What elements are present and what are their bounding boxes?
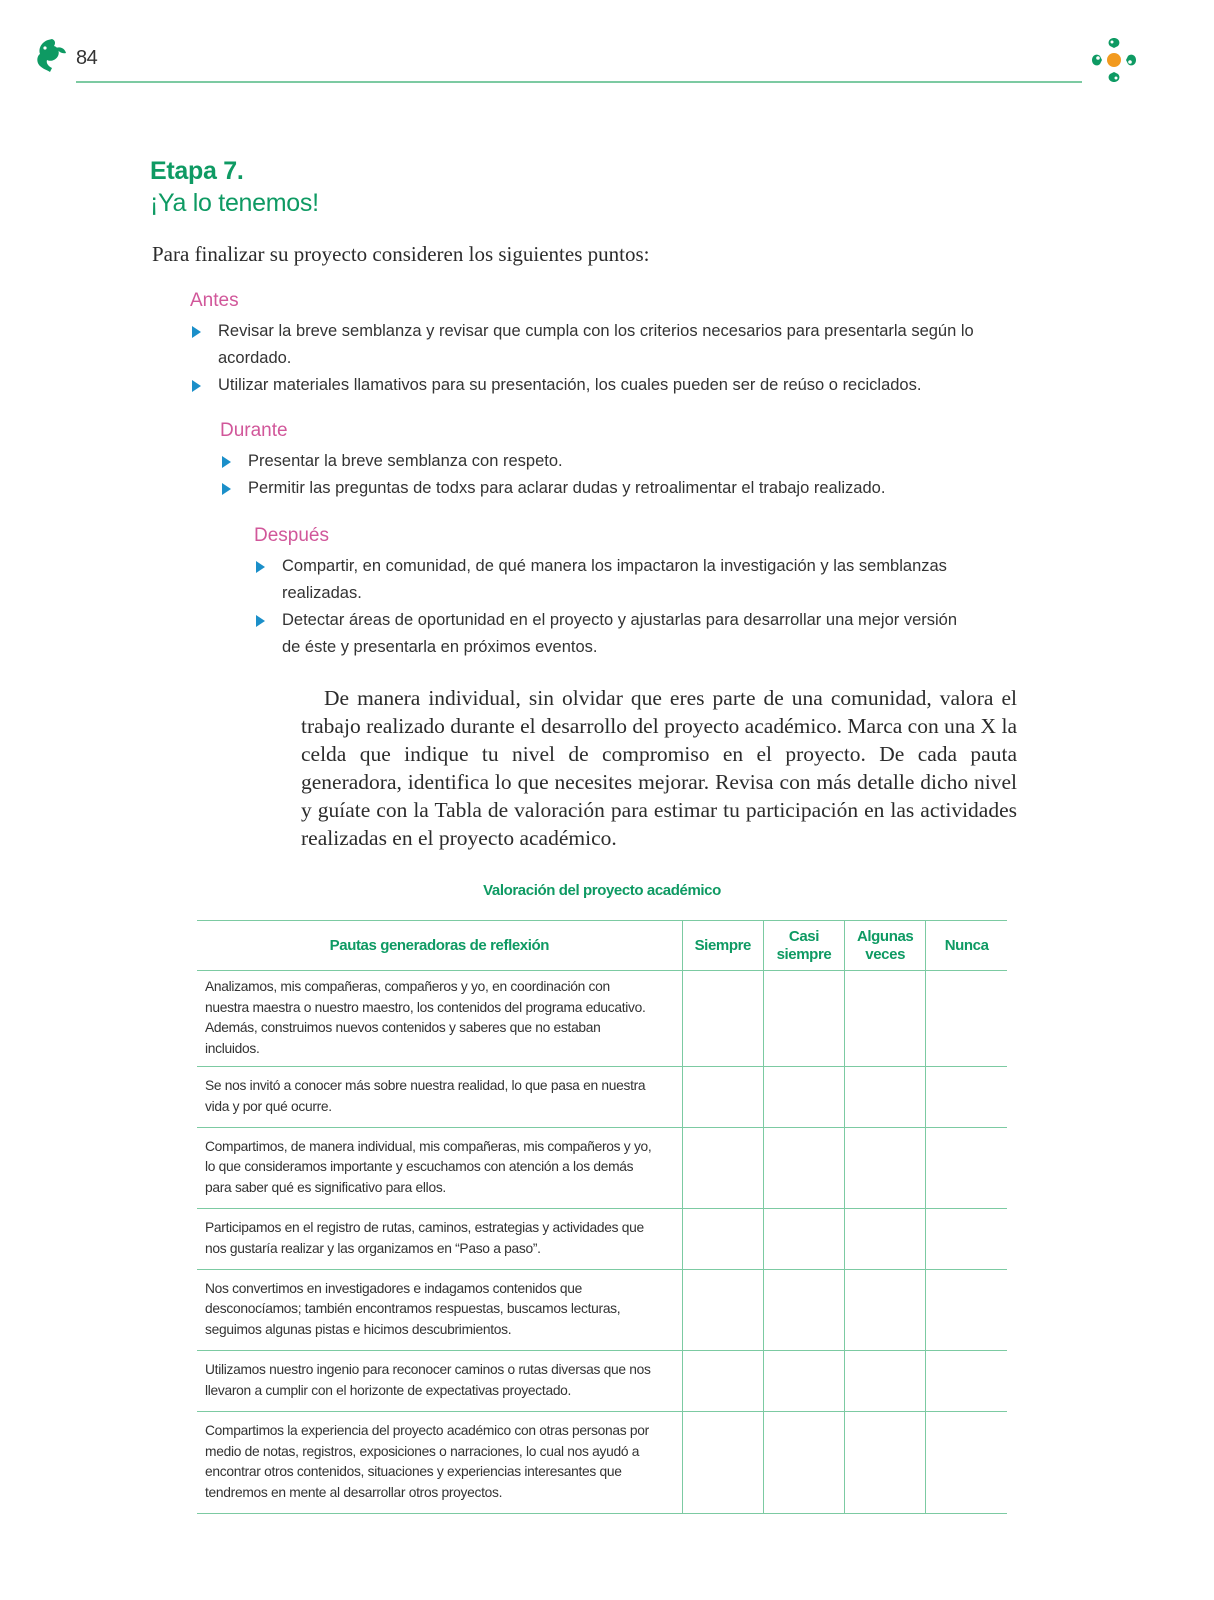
list-item-text: Presentar la breve semblanza con respeto. [248,452,563,470]
nunca-cell[interactable] [926,1350,1007,1411]
casi-siempre-cell[interactable] [763,1269,844,1350]
nunca-cell[interactable] [926,1127,1007,1208]
instructions-paragraph: De manera individual, sin olvidar que eres parte de una comunidad, valora el trabajo realizado durante el desarrollo del proyecto académico. Marca con una X la celda que indique tu nivel de compromiso en el proyecto. De cada pauta generadora, identifica lo que necesites mejorar. Revisa con más detalle dicho nivel y guíate con la Tabla de valoración para estimar tu participación en las actividades realizadas en el proyecto académico. [301,686,1017,850]
header-nunca: Nunca [926,921,1007,971]
list-item [254,553,974,607]
siempre-cell[interactable] [682,1350,763,1411]
algunas-veces-cell[interactable] [845,1411,926,1513]
phase-title: Después [254,525,329,546]
assessment-table [197,920,1007,1514]
nunca-cell[interactable] [926,1066,1007,1127]
siempre-cell[interactable] [682,1269,763,1350]
siempre-cell[interactable] [682,1208,763,1269]
phase-antes [190,290,990,399]
phase-list [254,553,974,661]
criterion-cell: Se nos invitó a conocer más sobre nuestra realidad, lo que pasa en nuestra vida y por qué ocurre. [197,1066,682,1127]
algunas-veces-cell[interactable] [845,1066,926,1127]
header-siempre: Siempre [682,921,763,971]
nunca-cell[interactable] [926,1411,1007,1513]
nunca-cell[interactable] [926,1269,1007,1350]
casi-siempre-cell[interactable] [763,1127,844,1208]
list-item [190,318,990,372]
siempre-cell[interactable] [682,1127,763,1208]
criterion-cell: Participamos en el registro de rutas, caminos, estrategias y actividades que nos gustaría realizar y las organizamos en “Paso a paso”. [197,1208,682,1269]
phase-list [190,318,990,399]
page-number: 84 [76,47,98,69]
criterion-cell: Analizamos, mis compañeras, compañeros y yo, en coordinación con nuestra maestra o nuestro maestro, los contenidos del programa educativo. Además, construimos nuevos contenidos y saberes que no estaban incluidos. [197,971,682,1067]
triangle-bullet-icon [192,326,201,338]
phase-title: Durante [220,420,288,441]
nunca-cell[interactable] [926,1208,1007,1269]
table-row [197,1411,1007,1513]
triangle-bullet-icon [192,380,201,392]
triangle-bullet-icon [256,561,265,573]
table-row [197,1127,1007,1208]
list-item-text: Revisar la breve semblanza y revisar que cumpla con los criterios necesarios para presentarla según lo acordado. [218,322,974,367]
algunas-veces-cell[interactable] [845,1350,926,1411]
header-rule [76,81,1082,83]
triangle-bullet-icon [256,615,265,627]
criterion-cell: Utilizamos nuestro ingenio para reconocer caminos o rutas diversas que nos llevaron a cumplir con el horizonte de expectativas proyectado. [197,1350,682,1411]
triangle-bullet-icon [222,483,231,495]
nunca-cell[interactable] [926,971,1007,1067]
list-item [220,475,1020,502]
stage-title: Etapa 7. [150,157,244,185]
algunas-veces-cell[interactable] [845,1127,926,1208]
table-row [197,1350,1007,1411]
list-item-text: Detectar áreas de oportunidad en el proyecto y ajustarlas para desarrollar una mejor versión de éste y presentarla en próximos eventos. [282,611,958,656]
casi-siempre-cell[interactable] [763,1411,844,1513]
list-item-text: Permitir las preguntas de todxs para aclarar dudas y retroalimentar el trabajo realizado. [248,479,886,497]
siempre-cell[interactable] [682,971,763,1067]
table-row [197,1066,1007,1127]
casi-siempre-cell[interactable] [763,971,844,1067]
header-pautas: Pautas generadoras de reflexión [197,921,682,971]
leaf-figure-icon [34,38,68,74]
table-row [197,1208,1007,1269]
table-header-row [197,921,1007,971]
list-item [220,448,1020,475]
table-title: Valoración del proyecto académico [483,882,721,899]
table-row [197,971,1007,1067]
stage-subtitle: ¡Ya lo tenemos! [150,189,319,217]
phase-list [220,448,1020,502]
siempre-cell[interactable] [682,1066,763,1127]
list-item [190,372,990,399]
phase-despues [254,525,974,661]
casi-siempre-cell[interactable] [763,1350,844,1411]
casi-siempre-cell[interactable] [763,1066,844,1127]
list-item-text: Utilizar materiales llamativos para su presentación, los cuales pueden ser de reúso o reciclados. [218,376,922,394]
header-algunas-veces: Algunas veces [845,921,926,971]
phase-title: Antes [190,290,239,311]
list-item-text: Compartir, en comunidad, de qué manera los impactaron la investigación y las semblanzas realizadas. [282,557,947,602]
criterion-cell: Compartimos la experiencia del proyecto académico con otras personas por medio de notas, registros, exposiciones o narraciones, lo cual nos ayudó a encontrar otros contenidos, situaciones y experiencias interesantes que tendremos en mente al desarrollar otros proyectos. [197,1411,682,1513]
four-figures-circle-icon [1088,34,1140,86]
algunas-veces-cell[interactable] [845,1208,926,1269]
triangle-bullet-icon [222,456,231,468]
algunas-veces-cell[interactable] [845,971,926,1067]
casi-siempre-cell[interactable] [763,1208,844,1269]
header-casi-siempre: Casi siempre [763,921,844,971]
list-item [254,607,974,661]
criterion-cell: Nos convertimos en investigadores e indagamos contenidos que desconocíamos; también encontramos respuestas, buscamos lecturas, seguimos algunas pistas e hicimos descubrimientos. [197,1269,682,1350]
table-row [197,1269,1007,1350]
phase-durante [220,420,1020,502]
intro-text: Para finalizar su proyecto consideren los siguientes puntos: [152,242,650,266]
siempre-cell[interactable] [682,1411,763,1513]
algunas-veces-cell[interactable] [845,1269,926,1350]
criterion-cell: Compartimos, de manera individual, mis compañeras, mis compañeros y yo, lo que consideramos importante y escuchamos con atención a los demás para saber qué es significativo para ellos. [197,1127,682,1208]
